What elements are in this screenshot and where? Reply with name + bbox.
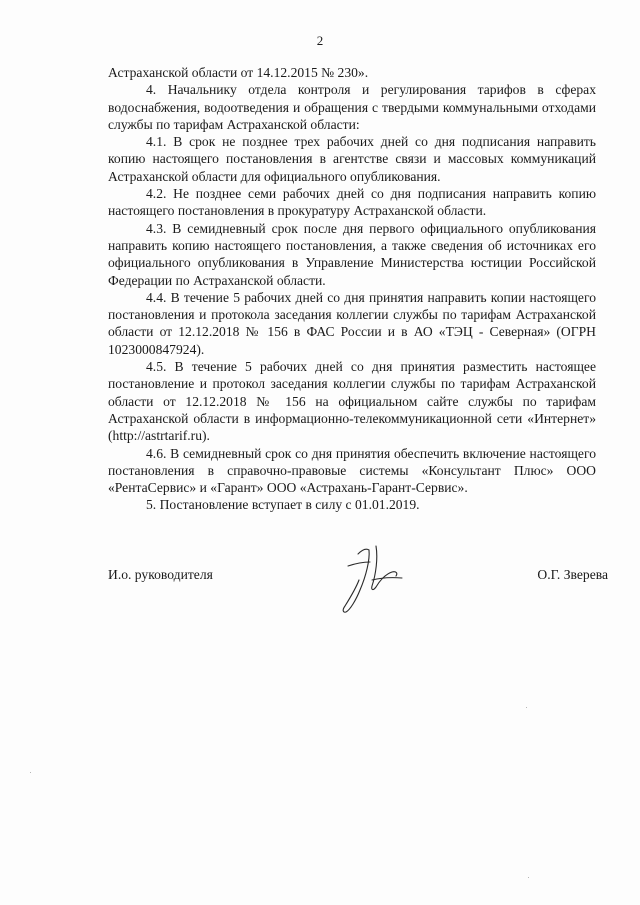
paragraph-continuation: Астраханской области от 14.12.2015 № 230». xyxy=(108,65,369,80)
signatory-role: И.о. руководителя xyxy=(108,567,213,582)
page-number: 2 xyxy=(316,33,324,48)
paragraph-item-5: 5. Постановление вступает в силу с 01.01.2019. xyxy=(146,497,420,513)
paragraph-item-4-4: 4.4. В течение 5 рабочих дней со дня принятия направить копии настоящего постановления и протокола заседания коллегии службы по тарифам Астраханской области от 12.12.2018 № 156 в ФАС России и в АО «ТЭЦ - Северная» (ОГРН 1023000847924). xyxy=(108,289,596,357)
paragraph-item-4-2: 4.2. Не позднее семи рабочих дней со дня подписания направить копию настоящего постановления в прокуратуру Астраханской области. xyxy=(108,186,596,219)
scan-speck xyxy=(30,772,31,773)
scan-speck xyxy=(526,707,527,708)
paragraph-item-4-5: 4.5. В течение 5 рабочих дней со дня принятия разместить настоящее постановление и протокол заседания коллегии службы по тарифам Астраханской области от 12.12.2018 № 156 на официальном сайте службы по тарифам Астраханской области в информационно-телекоммуникационной сети «Интернет» (http://astrtarif.ru). xyxy=(108,359,596,444)
paragraph-item-4-6: 4.6. В семидневный срок со дня принятия обеспечить включение настоящего постановления в справочно-правовые системы «Консультант Плюс» ООО «РентаСервис» и «Гарант» ООО «Астрахань-Гарант-Сервис». xyxy=(108,445,596,496)
scan-speck xyxy=(528,877,529,878)
handwritten-signature xyxy=(336,540,410,618)
paragraph-item-4-3: 4.3. В семидневный срок после дня первого официального опубликования направить копию настоящего постановления, а также сведения об источниках его официального опубликования в Управление Министерства юстиции Российской Федерации по Астраханской области. xyxy=(108,220,596,288)
paragraph-item-4: 4. Начальнику отдела контроля и регулирования тарифов в сферах водоснабжения, водоотведения и обращения с твердыми коммунальными отходами службы по тарифам Астраханской области: xyxy=(108,82,596,132)
signatory-name: О.Г. Зверева xyxy=(537,567,608,582)
paragraph-item-4-1: 4.1. В срок не позднее трех рабочих дней со дня подписания направить копию настоящего постановления в агентстве связи и массовых коммуникаций Астраханской области для официального опубликования. xyxy=(108,134,596,184)
document-body xyxy=(108,64,596,514)
